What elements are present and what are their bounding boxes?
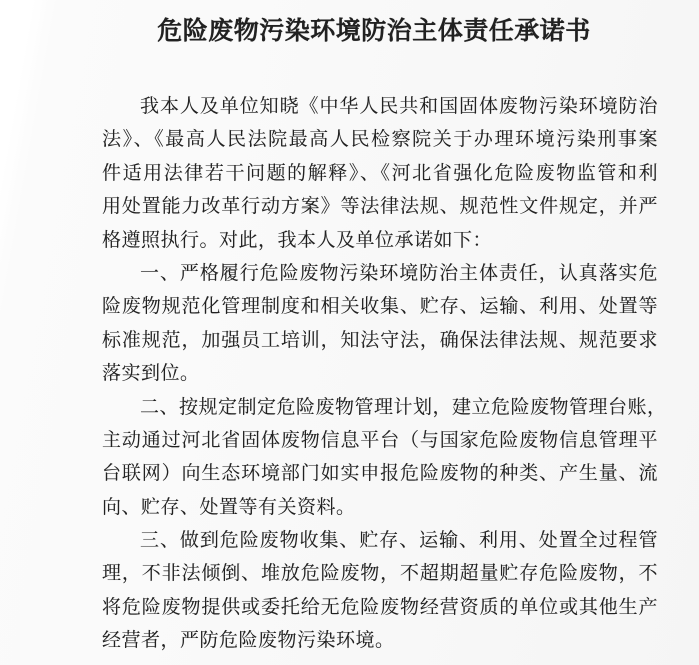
text-line: 台联网）向生态环境部门如实申报危险废物的种类、产生量、流 — [102, 463, 658, 485]
text-line: 法》、《最高人民法院最高人民检察院关于办理环境污染刑事案 — [102, 129, 658, 151]
paragraph-2 — [102, 257, 658, 391]
text-line: 向、贮存、处置等有关资料。 — [102, 496, 356, 518]
text-line: 理，不非法倾倒、堆放危险废物，不超期超量贮存危险废物，不 — [102, 563, 658, 585]
text-line: 格遵照执行。对此，我本人及单位承诺如下： — [102, 229, 493, 251]
text-line: 险废物规范化管理制度和相关收集、贮存、运输、利用、处置等 — [102, 296, 658, 318]
text-line: 我本人及单位知晓《中华人民共和国固体废物污染环境防治 — [140, 96, 658, 117]
text-line: 将危险废物提供或委托给无危险废物经营资质的单位或其他生产 — [102, 596, 658, 618]
text-line: 标准规范，加强员工培训，知法守法，确保法律法规、规范要求 — [102, 329, 658, 351]
text-line: 经营者，严防危险废物污染环境。 — [102, 630, 395, 652]
document-title: 危险废物污染环境防治主体责任承诺书 — [157, 18, 591, 45]
document-body — [102, 90, 667, 658]
text-line: 落实到位。 — [102, 363, 200, 385]
text-line: 用处置能力改革行动方案》等法律法规、规范性文件规定，并严 — [102, 196, 658, 218]
paragraph-3 — [102, 391, 667, 525]
text-line: 件适用法律若干问题的解释》、《河北省强化危险废物监管和利 — [102, 162, 658, 184]
text-line: 二、按规定制定危险废物管理计划，建立危险废物管理台账， — [140, 396, 667, 418]
text-line: 主动通过河北省固体废物信息平台（与国家危险废物信息管理平 — [102, 429, 658, 451]
text-line: 三、做到危险废物收集、贮存、运输、利用、处置全过程管 — [140, 530, 658, 552]
paragraph-1 — [102, 90, 658, 257]
text-line: 一、严格履行危险废物污染环境防治主体责任，认真落实危 — [140, 262, 658, 284]
paragraph-4 — [102, 524, 658, 658]
